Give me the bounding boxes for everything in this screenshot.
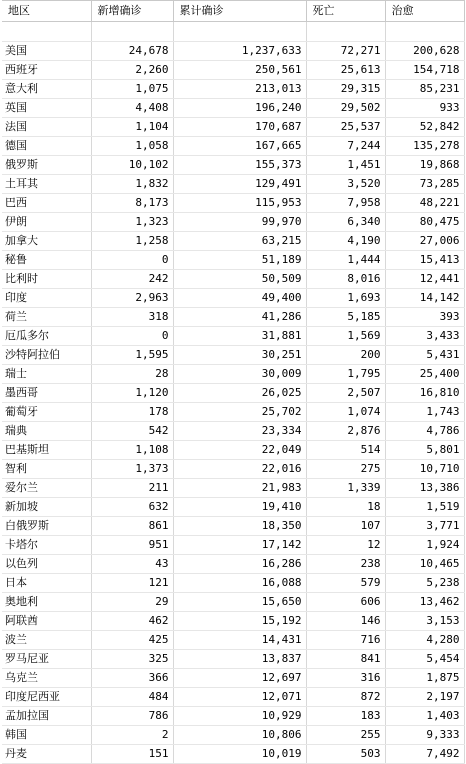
total-confirmed-cell: 16,088 [173,574,306,593]
deaths-cell: 7,244 [306,137,385,156]
deaths-cell: 146 [306,612,385,631]
table-row [2,669,464,688]
table-row [2,327,464,346]
deaths-cell: 716 [306,631,385,650]
total-confirmed-cell: 15,192 [173,612,306,631]
recovered-cell: 3,153 [385,612,464,631]
recovered-cell: 7,492 [385,745,464,764]
header-total-confirmed: 累计确诊 [173,0,306,22]
total-confirmed-cell: 12,071 [173,688,306,707]
region-cell: 德国 [2,137,91,156]
total-confirmed-cell: 49,400 [173,289,306,308]
deaths-cell: 606 [306,593,385,612]
new-confirmed-cell: 211 [91,479,173,498]
deaths-cell: 29,502 [306,99,385,118]
region-cell: 印度 [2,289,91,308]
region-cell: 罗马尼亚 [2,650,91,669]
table-row [2,403,464,422]
recovered-cell: 1,875 [385,669,464,688]
table-row [2,555,464,574]
deaths-cell: 238 [306,555,385,574]
recovered-cell: 4,786 [385,422,464,441]
total-confirmed-cell: 99,970 [173,213,306,232]
recovered-cell: 19,868 [385,156,464,175]
region-cell: 巴西 [2,194,91,213]
region-cell: 奥地利 [2,593,91,612]
total-confirmed-cell: 15,650 [173,593,306,612]
total-confirmed-cell: 31,881 [173,327,306,346]
table-row [2,517,464,536]
table-row [2,346,464,365]
region-cell: 丹麦 [2,745,91,764]
total-confirmed-cell: 18,350 [173,517,306,536]
region-cell: 瑞士 [2,365,91,384]
recovered-cell: 13,462 [385,593,464,612]
new-confirmed-cell: 1,108 [91,441,173,460]
recovered-cell: 135,278 [385,137,464,156]
new-confirmed-cell: 2,963 [91,289,173,308]
total-confirmed-cell: 170,687 [173,118,306,137]
region-cell: 葡萄牙 [2,403,91,422]
table-row [2,99,464,118]
recovered-cell: 73,285 [385,175,464,194]
new-confirmed-cell: 1,058 [91,137,173,156]
recovered-cell: 200,628 [385,42,464,61]
header-recovered: 治愈 [385,0,464,22]
table-row [2,137,464,156]
table-row [2,650,464,669]
new-confirmed-cell: 1,075 [91,80,173,99]
recovered-cell: 3,771 [385,517,464,536]
deaths-cell: 18 [306,498,385,517]
region-cell: 乌克兰 [2,669,91,688]
recovered-cell: 1,743 [385,403,464,422]
table-row [2,441,464,460]
recovered-cell: 1,519 [385,498,464,517]
top-border [2,0,464,1]
deaths-cell: 503 [306,745,385,764]
new-confirmed-cell: 2,260 [91,61,173,80]
table-row [2,745,464,764]
region-cell: 印度尼西亚 [2,688,91,707]
recovered-cell: 3,433 [385,327,464,346]
new-confirmed-cell: 1,258 [91,232,173,251]
total-confirmed-cell: 63,215 [173,232,306,251]
region-cell: 荷兰 [2,308,91,327]
table-row [2,707,464,726]
total-confirmed-cell: 115,953 [173,194,306,213]
total-confirmed-cell: 21,983 [173,479,306,498]
recovered-cell: 9,333 [385,726,464,745]
table-row [2,80,464,99]
table-row [2,612,464,631]
recovered-cell: 5,454 [385,650,464,669]
total-confirmed-cell: 23,334 [173,422,306,441]
total-confirmed-cell: 129,491 [173,175,306,194]
region-cell: 白俄罗斯 [2,517,91,536]
total-confirmed-cell: 51,189 [173,251,306,270]
new-confirmed-cell: 366 [91,669,173,688]
region-cell: 爱尔兰 [2,479,91,498]
total-confirmed-cell: 17,142 [173,536,306,555]
recovered-cell: 12,441 [385,270,464,289]
new-confirmed-cell: 786 [91,707,173,726]
table-row [2,232,464,251]
total-confirmed-cell: 14,431 [173,631,306,650]
region-cell: 卡塔尔 [2,536,91,555]
header-new-confirmed: 新增确诊 [91,0,173,22]
table-row [2,498,464,517]
new-confirmed-cell: 1,120 [91,384,173,403]
deaths-cell: 2,876 [306,422,385,441]
region-cell: 加拿大 [2,232,91,251]
region-cell: 墨西哥 [2,384,91,403]
new-confirmed-cell: 178 [91,403,173,422]
total-confirmed-cell: 10,019 [173,745,306,764]
table-row [2,460,464,479]
total-confirmed-cell: 41,286 [173,308,306,327]
new-confirmed-cell: 2 [91,726,173,745]
table-row [2,289,464,308]
deaths-cell: 12 [306,536,385,555]
total-confirmed-cell: 16,286 [173,555,306,574]
new-confirmed-cell: 632 [91,498,173,517]
new-confirmed-cell: 484 [91,688,173,707]
deaths-cell: 72,271 [306,42,385,61]
header-deaths: 死亡 [306,0,385,22]
recovered-cell: 4,280 [385,631,464,650]
region-cell: 日本 [2,574,91,593]
recovered-cell: 16,810 [385,384,464,403]
header-row [2,0,464,22]
deaths-cell: 25,613 [306,61,385,80]
deaths-cell: 514 [306,441,385,460]
recovered-cell: 15,413 [385,251,464,270]
new-confirmed-cell: 0 [91,327,173,346]
region-cell: 新加坡 [2,498,91,517]
deaths-cell: 255 [306,726,385,745]
region-cell: 韩国 [2,726,91,745]
new-confirmed-cell: 1,323 [91,213,173,232]
region-cell: 英国 [2,99,91,118]
table-row [2,365,464,384]
deaths-cell: 3,520 [306,175,385,194]
deaths-cell: 6,340 [306,213,385,232]
region-cell: 法国 [2,118,91,137]
deaths-cell: 200 [306,346,385,365]
table-row [2,593,464,612]
deaths-cell: 1,339 [306,479,385,498]
region-cell: 厄瓜多尔 [2,327,91,346]
recovered-cell: 13,386 [385,479,464,498]
total-confirmed-cell: 10,806 [173,726,306,745]
new-confirmed-cell: 242 [91,270,173,289]
recovered-cell: 2,197 [385,688,464,707]
total-confirmed-cell: 1,237,633 [173,42,306,61]
recovered-cell: 48,221 [385,194,464,213]
table-row [2,308,464,327]
total-confirmed-cell: 22,016 [173,460,306,479]
deaths-cell: 1,451 [306,156,385,175]
total-confirmed-cell: 167,665 [173,137,306,156]
recovered-cell: 5,801 [385,441,464,460]
region-cell: 西班牙 [2,61,91,80]
table-row [2,156,464,175]
deaths-cell: 316 [306,669,385,688]
recovered-cell: 393 [385,308,464,327]
table-row [2,42,464,61]
region-cell: 伊朗 [2,213,91,232]
total-confirmed-cell: 30,009 [173,365,306,384]
region-cell: 阿联酋 [2,612,91,631]
table-row [2,631,464,650]
table-row [2,384,464,403]
table-row [2,688,464,707]
new-confirmed-cell: 1,832 [91,175,173,194]
country-stats-table [2,0,465,764]
total-confirmed-cell: 26,025 [173,384,306,403]
new-confirmed-cell: 462 [91,612,173,631]
deaths-cell: 8,016 [306,270,385,289]
deaths-cell: 1,074 [306,403,385,422]
total-confirmed-cell: 30,251 [173,346,306,365]
recovered-cell: 5,431 [385,346,464,365]
deaths-cell: 2,507 [306,384,385,403]
total-confirmed-cell: 250,561 [173,61,306,80]
new-confirmed-cell: 28 [91,365,173,384]
total-confirmed-cell: 50,509 [173,270,306,289]
new-confirmed-cell: 29 [91,593,173,612]
region-cell: 沙特阿拉伯 [2,346,91,365]
recovered-cell: 10,710 [385,460,464,479]
new-confirmed-cell: 1,595 [91,346,173,365]
deaths-cell: 1,795 [306,365,385,384]
deaths-cell: 275 [306,460,385,479]
total-confirmed-cell: 155,373 [173,156,306,175]
table-row [2,213,464,232]
region-cell: 俄罗斯 [2,156,91,175]
blank-row [2,22,464,42]
deaths-cell: 4,190 [306,232,385,251]
total-confirmed-cell: 196,240 [173,99,306,118]
table-row [2,270,464,289]
table-row [2,479,464,498]
region-cell: 孟加拉国 [2,707,91,726]
region-cell: 巴基斯坦 [2,441,91,460]
total-confirmed-cell: 19,410 [173,498,306,517]
region-cell: 波兰 [2,631,91,650]
region-cell: 瑞典 [2,422,91,441]
region-cell: 美国 [2,42,91,61]
region-cell: 土耳其 [2,175,91,194]
new-confirmed-cell: 951 [91,536,173,555]
new-confirmed-cell: 4,408 [91,99,173,118]
recovered-cell: 10,465 [385,555,464,574]
deaths-cell: 5,185 [306,308,385,327]
new-confirmed-cell: 425 [91,631,173,650]
new-confirmed-cell: 121 [91,574,173,593]
deaths-cell: 1,569 [306,327,385,346]
recovered-cell: 85,231 [385,80,464,99]
region-cell: 比利时 [2,270,91,289]
deaths-cell: 1,693 [306,289,385,308]
table-row [2,536,464,555]
recovered-cell: 154,718 [385,61,464,80]
deaths-cell: 107 [306,517,385,536]
region-cell: 以色列 [2,555,91,574]
header-region: 地区 [2,0,91,22]
new-confirmed-cell: 861 [91,517,173,536]
deaths-cell: 841 [306,650,385,669]
region-cell: 秘鲁 [2,251,91,270]
recovered-cell: 80,475 [385,213,464,232]
table-row [2,422,464,441]
table-row [2,118,464,137]
new-confirmed-cell: 318 [91,308,173,327]
recovered-cell: 5,238 [385,574,464,593]
new-confirmed-cell: 1,104 [91,118,173,137]
table-row [2,175,464,194]
recovered-cell: 933 [385,99,464,118]
new-confirmed-cell: 325 [91,650,173,669]
new-confirmed-cell: 43 [91,555,173,574]
table-row [2,61,464,80]
new-confirmed-cell: 8,173 [91,194,173,213]
deaths-cell: 25,537 [306,118,385,137]
recovered-cell: 25,400 [385,365,464,384]
recovered-cell: 14,142 [385,289,464,308]
new-confirmed-cell: 542 [91,422,173,441]
new-confirmed-cell: 0 [91,251,173,270]
region-cell: 意大利 [2,80,91,99]
new-confirmed-cell: 151 [91,745,173,764]
recovered-cell: 1,924 [385,536,464,555]
table-row [2,251,464,270]
deaths-cell: 872 [306,688,385,707]
recovered-cell: 52,842 [385,118,464,137]
recovered-cell: 27,006 [385,232,464,251]
recovered-cell: 1,403 [385,707,464,726]
total-confirmed-cell: 25,702 [173,403,306,422]
deaths-cell: 579 [306,574,385,593]
total-confirmed-cell: 13,837 [173,650,306,669]
total-confirmed-cell: 10,929 [173,707,306,726]
table-row [2,194,464,213]
table-row [2,726,464,745]
new-confirmed-cell: 1,373 [91,460,173,479]
deaths-cell: 7,958 [306,194,385,213]
new-confirmed-cell: 10,102 [91,156,173,175]
deaths-cell: 183 [306,707,385,726]
new-confirmed-cell: 24,678 [91,42,173,61]
deaths-cell: 1,444 [306,251,385,270]
total-confirmed-cell: 22,049 [173,441,306,460]
total-confirmed-cell: 213,013 [173,80,306,99]
region-cell: 智利 [2,460,91,479]
table-row [2,574,464,593]
deaths-cell: 29,315 [306,80,385,99]
total-confirmed-cell: 12,697 [173,669,306,688]
